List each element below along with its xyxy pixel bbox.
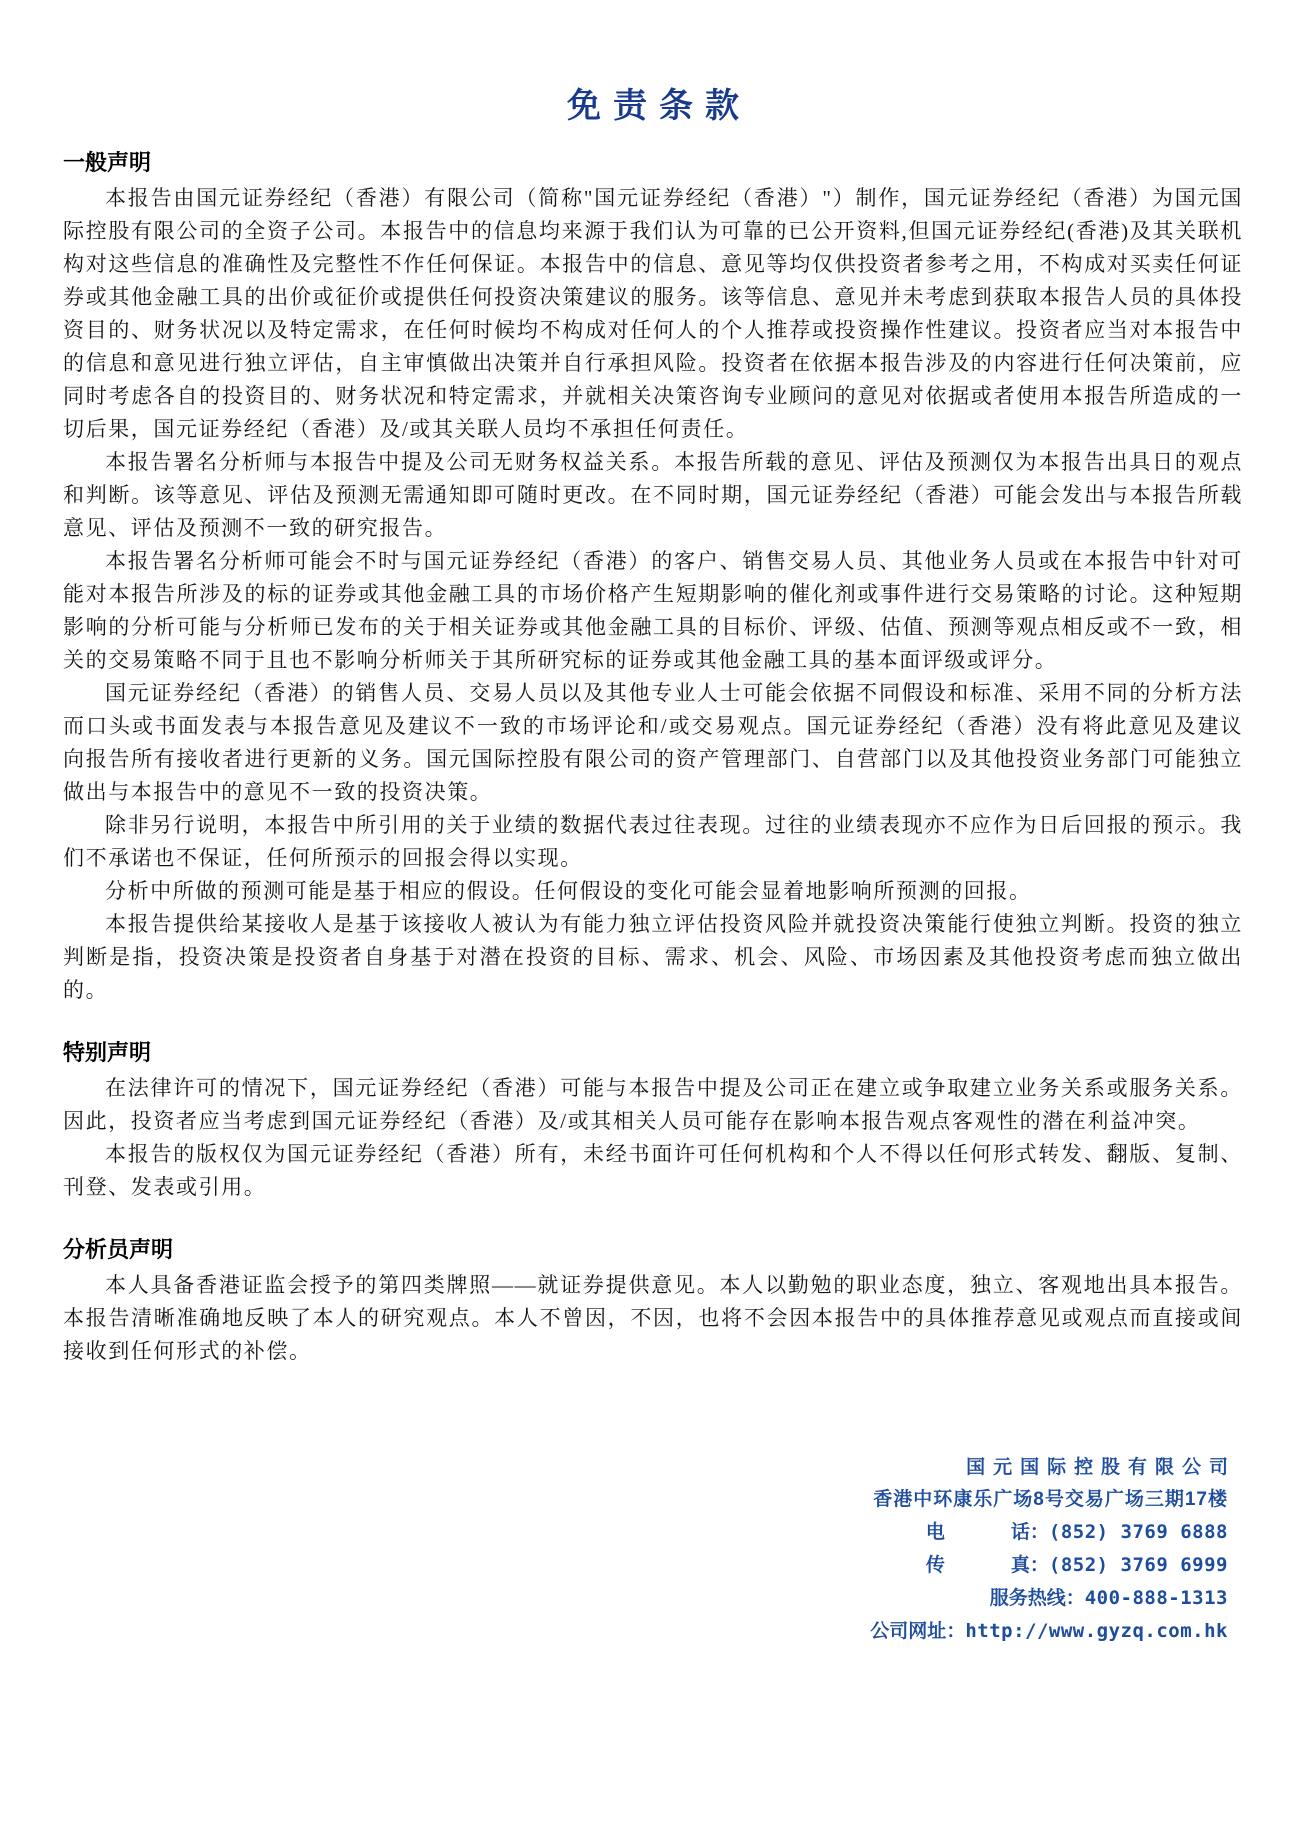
hotline-number: 400-888-1313	[1084, 1587, 1228, 1609]
website-separator: ：	[946, 1621, 966, 1642]
general-paragraph-4: 国元证券经纪（香港）的销售人员、交易人员以及其他专业人士可能会依据不同假设和标准、采用不同的分析方法而口头或书面发表与本报告意见及建议不一致的市场评论和/或交易观点。国元证券经纪（香港）没有将此意见及建议向报告所有接收者进行更新的义务。国元国际控股有限公司的资产管理部门、自营部门以及其他投资业务部门可能独立做出与本报告中的意见不一致的投资决策。	[63, 681, 1243, 804]
page-title: 免责条款	[567, 87, 751, 125]
analyst-paragraph-1: 本人具备香港证监会授予的第四类牌照——就证券提供意见。本人以勤勉的职业态度，独立、客观地出具本报告。本报告清晰准确地反映了本人的研究观点。本人不曾因，不因，也将不会因本报告中的具体推荐意见或观点而直接或间接收到任何形式的补偿。	[63, 1273, 1243, 1363]
website-url: http://www.gyzq.com.hk	[965, 1620, 1228, 1642]
general-paragraph-3: 本报告署名分析师可能会不时与国元证券经纪（香港）的客户、销售交易人员、其他业务人员或在本报告中针对可能对本报告所涉及的标的证券或其他金融工具的市场价格产生短期影响的催化剂或事件进行交易策略的讨论。这种短期影响的分析可能与分析师已发布的关于相关证券或其他金融工具的目标价、评级、估值、预测等观点相反或不一致，相关的交易策略不同于且也不影响分析师关于其所研究标的证券或其他金融工具的基本面评级或评分。	[63, 549, 1243, 672]
hotline-label: 服务热线	[989, 1588, 1066, 1609]
special-paragraph-1: 在法律许可的情况下，国元证券经纪（香港）可能与本报告中提及公司正在建立或争取建立业务关系或服务关系。因此，投资者应当考虑到国元证券经纪（香港）及/或其相关人员可能存在影响本报告观点客观性的潜在利益冲突。	[63, 1076, 1243, 1133]
website-label: 公司网址	[870, 1621, 947, 1642]
special-paragraph-2: 本报告的版权仅为国元证券经纪（香港）所有，未经书面许可任何机构和个人不得以任何形式转发、翻版、复制、刊登、发表或引用。	[63, 1142, 1243, 1199]
fax-separator: ：	[1029, 1555, 1049, 1576]
section-analyst-statement	[63, 1232, 1243, 1368]
general-paragraph-2: 本报告署名分析师与本报告中提及公司无财务权益关系。本报告所载的意见、评估及预测仅为本报告出具日的观点和判断。该等意见、评估及预测无需通知即可随时更改。在不同时期，国元证券经纪（香港）可能会发出与本报告所载意见、评估及预测不一致的研究报告。	[63, 450, 1243, 540]
fax-line	[63, 1549, 1228, 1582]
phone-label: 电话	[925, 1522, 1030, 1543]
general-paragraph-5: 除非另行说明，本报告中所引用的关于业绩的数据代表过往表现。过往的业绩表现亦不应作为日后回报的预示。我们不承诺也不保证，任何所预示的回报会得以实现。	[63, 813, 1243, 870]
company-address: 香港中环康乐广场8号交易广场三期17楼	[873, 1489, 1228, 1510]
company-contact-block	[63, 1452, 1243, 1648]
fax-number: (852) 3769 6999	[1048, 1554, 1228, 1576]
general-paragraph-1: 本报告由国元证券经纪（香港）有限公司（简称"国元证券经纪（香港）"）制作，国元证券经纪（香港）为国元国际控股有限公司的全资子公司。本报告中的信息均来源于我们认为可靠的已公开资料,但国元证券经纪(香港)及其关联机构对这些信息的准确性及完整性不作任何保证。本报告中的信息、意见等均仅供投资者参考之用，不构成对买卖任何证券或其他金融工具的出价或征价或提供任何投资决策建议的服务。该等信息、意见并未考虑到获取本报告人员的具体投资目的、财务状况以及特定需求，在任何时候均不构成对任何人的个人推荐或投资操作性建议。投资者应当对本报告中的信息和意见进行独立评估，自主审慎做出决策并自行承担风险。投资者在依据本报告涉及的内容进行任何决策前，应同时考虑各自的投资目的、财务状况和特定需求，并就相关决策咨询专业顾问的意见对依据或者使用本报告所造成的一切后果，国元证券经纪（香港）及/或其关联人员均不承担任何责任。	[63, 186, 1243, 441]
section-general-statement	[63, 145, 1243, 1007]
phone-separator: ：	[1029, 1522, 1049, 1543]
phone-line	[63, 1516, 1228, 1549]
general-paragraph-7: 本报告提供给某接收人是基于该接收人被认为有能力独立评估投资风险并就投资决策能行使独立判断。投资的独立判断是指，投资决策是投资者自身基于对潜在投资的目标、需求、机会、风险、市场因素及其他投资考虑而独立做出的。	[63, 912, 1243, 1002]
company-name: 国元国际控股有限公司	[966, 1457, 1236, 1478]
special-statement-heading: 特别声明	[63, 1040, 152, 1065]
hotline-line	[63, 1582, 1228, 1615]
fax-label: 传真	[925, 1555, 1030, 1576]
phone-number: (852) 3769 6888	[1048, 1521, 1228, 1543]
hotline-separator: ：	[1065, 1588, 1085, 1609]
analyst-statement-heading: 分析员声明	[63, 1237, 174, 1262]
general-statement-heading: 一般声明	[63, 150, 152, 175]
section-special-statement	[63, 1035, 1243, 1204]
website-line	[63, 1615, 1228, 1648]
general-paragraph-6: 分析中所做的预测可能是基于相应的假设。任何假设的变化可能会显着地影响所预测的回报。	[105, 879, 1032, 903]
